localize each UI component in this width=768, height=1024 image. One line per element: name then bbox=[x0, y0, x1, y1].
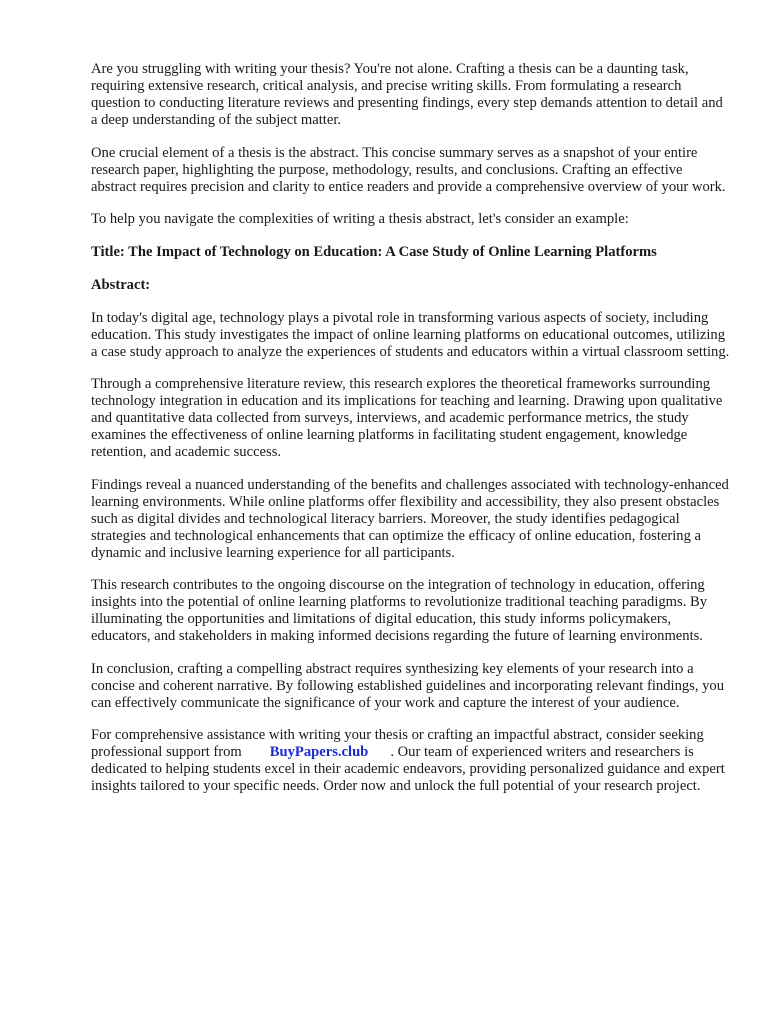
intro-paragraph: Are you struggling with writing your thesis? You're not alone. Crafting a thesis can be a daunting task, requiring extensive research, critical analysis, and precise writing skills. From formulating a research question to conducting literature reviews and presenting findings, every step demands attention to detail and a deep understanding of the subject matter. bbox=[91, 61, 723, 128]
example-intro-paragraph: To help you navigate the complexities of writing a thesis abstract, let's consider an example: bbox=[91, 211, 629, 227]
abstract-importance-paragraph: One crucial element of a thesis is the abstract. This concise summary serves as a snapshot of your entire research paper, highlighting the purpose, methodology, results, and conclusions. Crafting an effective abstract requires precision and clarity to entice readers and provide a comprehensive overview of your work. bbox=[91, 144, 726, 195]
abstract-heading: Abstract: bbox=[91, 276, 151, 293]
cta-paragraph bbox=[91, 727, 731, 795]
cta-text-after: . Our team of experienced writers and researchers is dedicated to helping students excel in their academic endeavors, providing personalized guidance and expert insights tailored to your specific needs. Order now and unlock the full potential of your research project. bbox=[91, 744, 725, 794]
cta-text-before: For comprehensive assistance with writing your thesis or crafting an impactful abstract, consider seeking professional support from bbox=[91, 727, 704, 760]
abstract-paragraph-1: In today's digital age, technology plays a pivotal role in transforming various aspects of society, including education. This study investigates the impact of online learning platforms on educational outcomes, utilizing a case study approach to analyze the experiences of students and educators within a virtual classroom setting. bbox=[91, 309, 730, 360]
conclusion-paragraph: In conclusion, crafting a compelling abstract requires synthesizing key elements of your research into a concise and coherent narrative. By following established guidelines and incorporating relevant findings, you can effectively communicate the significance of your work and capture the interest of your audience. bbox=[91, 660, 725, 711]
document-page bbox=[91, 61, 731, 811]
abstract-paragraph-2: Through a comprehensive literature review, this research explores the theoretical frameworks surrounding technology integration in education and its implications for teaching and learning. Drawing upon qualitative and quantitative data collected from surveys, interviews, and academic performance metrics, the study examines the effectiveness of online learning platforms in facilitating student engagement, knowledge retention, and academic success. bbox=[91, 376, 723, 460]
abstract-paragraph-3: Findings reveal a nuanced understanding of the benefits and challenges associated with technology-enhanced learning environments. While online platforms offer flexibility and accessibility, they also present obstacles such as digital divides and technological literacy barriers. Moreover, the study identifies pedagogical strategies and technological enhancements that can optimize the efficacy of online education, fostering a dynamic and inclusive learning experience for all participants. bbox=[91, 476, 729, 561]
paper-title: Title: The Impact of Technology on Education: A Case Study of Online Learning Platforms bbox=[91, 243, 657, 260]
abstract-paragraph-4: This research contributes to the ongoing discourse on the integration of technology in education, offering insights into the potential of online learning platforms to revolutionize traditional teaching paradigms. By illuminating the opportunities and limitations of digital education, this study informs policymakers, educators, and stakeholders in making informed decisions regarding the future of learning environments. bbox=[91, 577, 708, 644]
buypapers-link[interactable]: BuyPapers.club bbox=[269, 744, 369, 760]
